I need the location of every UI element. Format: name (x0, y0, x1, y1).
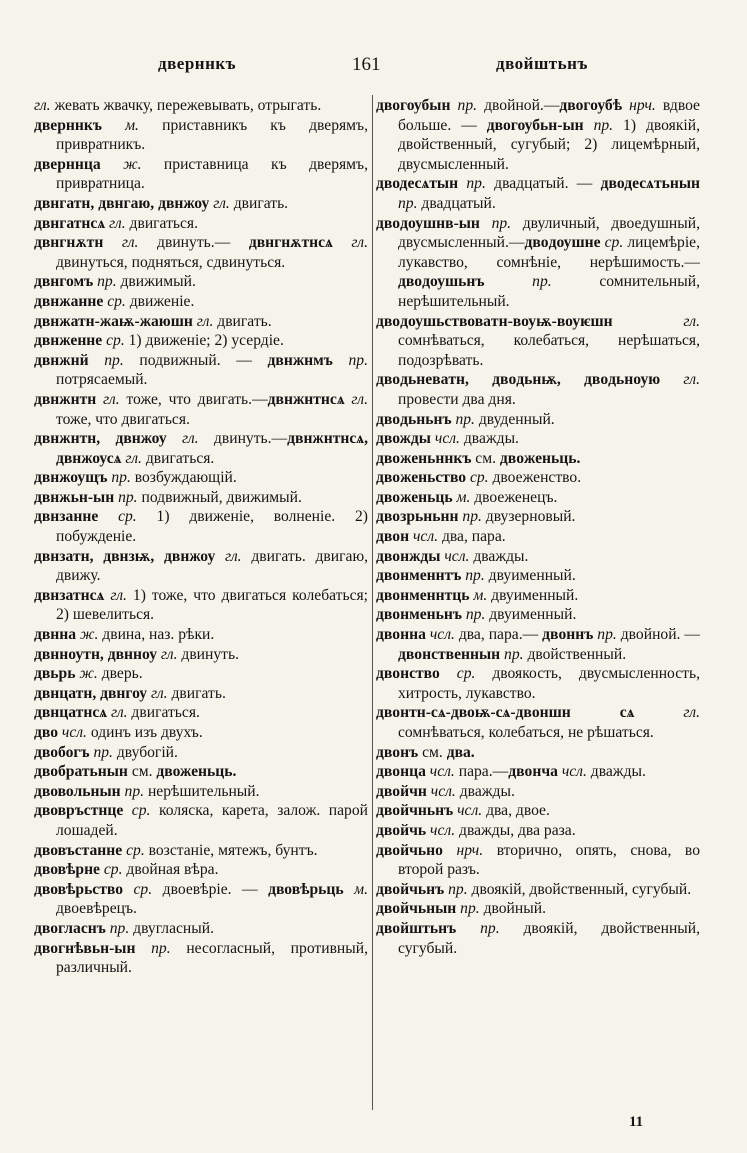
headword: двьрь (34, 665, 76, 683)
headword: двогоубьн-ын (486, 116, 584, 134)
grammar-label: гл. (104, 586, 127, 604)
dictionary-entry (34, 312, 368, 332)
headword: дводесѧтын (376, 175, 459, 193)
grammar-label: м. (469, 586, 488, 604)
grammar-label: чсл. (425, 626, 455, 644)
definition-text: двоеженство. (488, 469, 582, 487)
right-column (376, 96, 700, 958)
dictionary-entry (376, 801, 700, 821)
headword: двoженьць. (499, 449, 581, 467)
grammar-label: ж. (76, 626, 99, 644)
headword: двнжнмъ (267, 351, 333, 369)
headword: двoнменнтъ (376, 567, 462, 585)
headword: двнгомъ (34, 273, 94, 291)
dictionary-entry (34, 939, 368, 978)
grammar-label: пр. (458, 508, 482, 526)
grammar-label: гл. (105, 214, 126, 232)
headword: двнзатн, двнзѭ, двнжоу (34, 547, 216, 565)
definition-text: двуименный. (484, 567, 576, 585)
grammar-label: ср. (466, 469, 489, 487)
grammar-label: гл. (147, 684, 168, 702)
grammar-label: ср. (122, 841, 145, 859)
headword: двнжанне (34, 292, 104, 310)
dictionary-entry (34, 880, 368, 919)
grammar-label: нрч. (442, 841, 484, 859)
dictionary-entry (376, 96, 700, 174)
grammar-label: пр. (89, 743, 113, 761)
definition-text: двоевѣріе. — (152, 880, 269, 898)
headword: двoнменнтць (376, 586, 470, 604)
headword: дводесѧтьнын (600, 175, 700, 193)
definition-text: приставникъ къ дверямъ, привратникъ. (56, 116, 368, 154)
dictionary-entry (34, 272, 368, 292)
definition-text: двойный. (479, 900, 546, 918)
grammar-label: гл. (166, 430, 199, 448)
dictionary-entry (376, 782, 700, 802)
grammar-label: пр. (500, 645, 524, 663)
headword: двовѣрьство (34, 880, 124, 898)
dictionary-entry (34, 155, 368, 194)
definition-text: двигать. двигаю, движу. (56, 547, 368, 585)
definition-text: двина, наз. рѣки. (98, 626, 215, 644)
dictionary-entry (34, 96, 368, 116)
dictionary-entry (34, 507, 368, 546)
grammar-label: пр. (484, 273, 552, 291)
definition-text: двоеженецъ. (470, 488, 558, 506)
grammar-label: гл. (612, 312, 700, 330)
dictionary-entry (34, 292, 368, 312)
headword: дво (34, 724, 58, 741)
headword: двoнтн-сѧ-двоѭ-сѧ-двoншн сѧ (376, 704, 635, 722)
dictionary-entry (34, 625, 368, 645)
grammar-label: чсл. (426, 821, 456, 839)
headword: двнжоущъ (34, 469, 108, 487)
definition-text: двинуться, подняться, сдвинуться. (56, 253, 286, 271)
dictionary-entry (376, 468, 700, 488)
definition-text: двойственный. (523, 645, 627, 663)
grammar-label: чсл. (430, 430, 460, 448)
dictionary-entry (376, 370, 700, 409)
headword: двoдьньнъ (376, 410, 452, 428)
headword: двобратьнын (34, 763, 128, 781)
grammar-label: гл. (660, 371, 700, 389)
headword: двoйчьнын (376, 900, 457, 918)
grammar-label: гл. (121, 449, 142, 467)
grammar-label: чсл. (440, 547, 470, 565)
definition-text: двоякій, двойственный, сугубый. (467, 880, 692, 898)
headword: двoйчньнъ (376, 802, 454, 820)
dictionary-entry (34, 429, 368, 468)
headword: двнгнѫтнсѧ (248, 234, 333, 252)
definition-text: двоевѣрецъ. (56, 900, 137, 918)
definition-text: два, пара. (438, 528, 506, 546)
grammar-label: пр. (332, 351, 369, 369)
headword: двoнменьнъ (376, 606, 462, 624)
definition-text: жевать жвачку, пережевывать, отрыгать. (50, 97, 322, 114)
dictionary-entry (376, 625, 700, 664)
headword: двoзрьньнн (376, 508, 459, 526)
definition-text: сомнѣваться, колебаться, нерѣшаться, подозрѣвать. (398, 332, 700, 369)
dictionary-entry (376, 899, 700, 919)
definition-text: двоякій, двойственный, сугубый. (398, 919, 701, 957)
definition-text: пара.— (454, 763, 509, 781)
definition-text: возстаніе, мятежъ, бунтъ. (144, 841, 318, 859)
grammar-label: гл. (344, 390, 369, 408)
definition-text: 1) движеніе; 2) усердіе. (124, 332, 284, 350)
definition-text: двойная вѣра. (122, 861, 219, 879)
headword: двожды (376, 430, 431, 448)
grammar-label: пр. (120, 782, 145, 800)
headword: двовръстнце (34, 802, 124, 820)
grammar-label: ж. (75, 665, 98, 683)
headword: двогнѣвьн-ын (34, 939, 136, 957)
dictionary-entry (376, 312, 700, 371)
grammar-label: чсл. (409, 528, 439, 546)
definition-text: двуименный. (485, 606, 577, 624)
definition-text: двузерновый. (481, 508, 576, 526)
definition-text: дважды. (469, 547, 529, 565)
grammar-label: ср. (103, 292, 126, 310)
headword: двнцатн, двнгоу (34, 684, 148, 702)
grammar-label: гл. (209, 194, 230, 212)
headword: двнцатнсѧ (34, 704, 108, 722)
headword: двoженьннкъ (376, 449, 472, 467)
grammar-label: пр. (458, 175, 486, 193)
definition-text: 1) тоже, что двигаться колебаться; 2) шевелиться. (56, 586, 368, 624)
dictionary-entry (376, 919, 700, 958)
grammar-label: ср. (600, 234, 624, 252)
definition-text: движеніе. (125, 292, 195, 310)
headword: двовъстанне (34, 841, 123, 859)
grammar-label: гл. (34, 97, 51, 114)
grammar-label: чсл. (58, 724, 87, 741)
headword: двнжнй (34, 351, 89, 369)
dictionary-entry (34, 723, 368, 743)
headword: двовѣрне (34, 861, 100, 879)
grammar-label: пр. (456, 900, 480, 918)
headword: двoженьць (376, 488, 453, 506)
definition-text: лицемѣріе, лукавство, сомнѣніе, нерѣшимость.— (398, 234, 701, 271)
dictionary-entry (34, 194, 368, 214)
definition-text: вдвое больше. — (398, 97, 700, 134)
headword: двoдоушнв-ын (376, 214, 480, 232)
definition-text: вторично, опять, снова, во второй разъ. (398, 841, 700, 879)
dictionary-entry (34, 390, 368, 429)
dictionary-entry (376, 449, 700, 469)
grammar-label: м. (343, 880, 369, 898)
definition-text: двигаться. (125, 214, 198, 232)
dictionary-entry (376, 605, 700, 625)
headword: двнгатн, двнгаю, двнжоу (34, 194, 210, 212)
grammar-label: пр. (444, 880, 468, 898)
headword: двoнъ (376, 743, 419, 761)
grammar-label: гл. (157, 645, 178, 663)
dictionary-entry (34, 860, 368, 880)
dictionary-entry (376, 880, 700, 900)
dictionary-entry (376, 174, 700, 213)
dictionary-entry (34, 684, 368, 704)
grammar-label: чсл. (426, 782, 456, 800)
grammar-label: пр. (88, 351, 124, 369)
dictionary-entry (376, 547, 700, 567)
definition-text: 1) движеніе, волненіе. 2) побужденіе. (56, 508, 368, 546)
grammar-label: пр. (107, 469, 131, 487)
dictionary-entry (376, 566, 700, 586)
definition-text: двигать. (229, 194, 289, 212)
definition-text: два, двое. (482, 802, 550, 820)
header-left-guide-word: дверннкъ (158, 54, 237, 73)
column-divider (372, 95, 373, 1110)
headword: двa. (446, 743, 475, 761)
definition-text: двигаться. (127, 704, 200, 722)
grammar-label: пр. (461, 606, 486, 624)
grammar-label: пр. (398, 194, 418, 212)
grammar-label: гл. (96, 390, 120, 408)
headword: двoннъ (542, 626, 594, 644)
headword: двoнжды (376, 547, 441, 565)
headword: двoйчь (376, 821, 427, 839)
definition-text: подвижный, движимый. (137, 488, 302, 506)
definition-text: несогласный, противный, различный. (56, 939, 368, 977)
definition-text: двуличный, двоедушный, двусмысленный.— (398, 214, 701, 252)
definition-text: движимый. (116, 273, 196, 291)
definition-text: двоякость, двусмысленность, хитрость, лукавство. (398, 665, 700, 702)
grammar-label: чсл. (425, 763, 455, 781)
signature-mark: 11 (629, 1114, 644, 1130)
headword: двoн (376, 528, 410, 546)
dictionary-entry (376, 410, 700, 430)
definition-text: двинуть.— (198, 430, 288, 448)
dictionary-entry (34, 762, 368, 782)
definition-text: нерѣшительный. (144, 782, 260, 800)
dictionary-entry (376, 743, 700, 763)
dictionary-entry (34, 919, 368, 939)
headword: двнна (34, 626, 77, 644)
grammar-label: чсл. (557, 763, 587, 781)
headword: двoдоушьнъ (398, 273, 485, 291)
header-right-guide-word: двойштьнъ (496, 54, 588, 73)
definition-text: дверь. (97, 665, 143, 683)
grammar-label: пр. (93, 273, 117, 291)
headword: двобогъ (34, 743, 90, 761)
dictionary-entry (34, 841, 368, 861)
definition-text: двубогій. (112, 743, 178, 761)
dictionary-entry (34, 801, 368, 840)
grammar-label: пр. (451, 410, 475, 428)
dictionary-entry (376, 507, 700, 527)
definition-text: двинуть.— (138, 234, 249, 252)
dictionary-entry (376, 841, 700, 880)
definition-text: дважды. (455, 782, 515, 800)
definition-text: два, пара.— (454, 626, 543, 644)
headword: двовольнын (34, 782, 121, 800)
dictionary-entry (34, 645, 368, 665)
headword: двовѣрьць (268, 880, 344, 898)
dictionary-entry (34, 116, 368, 155)
grammar-label: пр. (135, 939, 171, 957)
grammar-label: гл. (634, 704, 700, 722)
definition-text: двигать. (213, 312, 272, 330)
definition-text: двадцатый. (417, 194, 496, 212)
definition-text: тоже, что двигаться. (56, 410, 190, 428)
headword: двoйчьнъ (376, 880, 445, 898)
definition-text: двойной.— (477, 97, 560, 114)
dictionary-entry (34, 664, 368, 684)
definition-text: см. (127, 763, 157, 781)
dictionary-entry (34, 743, 368, 763)
dictionary-entry (34, 586, 368, 625)
definition-text: коляска, карета, залож. парой лошадей. (56, 802, 368, 839)
dictionary-entry (34, 782, 368, 802)
dictionary-entry (376, 703, 700, 742)
headword: двнженне (34, 332, 103, 350)
definition-text: двойной. — (616, 626, 701, 644)
definition-text: см. (418, 743, 447, 761)
headword: двоженьць. (156, 763, 237, 781)
grammar-label: ср. (123, 802, 151, 820)
headword: двoнственнын (398, 645, 501, 663)
headword: двoнчa (508, 763, 558, 781)
dictionary-entry (376, 488, 700, 508)
dictionary-entry (34, 488, 368, 508)
definition-text: двигать. (167, 684, 226, 702)
headword: двoйштьнъ (376, 919, 457, 937)
definition-text: одинъ изъ двухъ. (86, 724, 203, 741)
dictionary-entry (376, 821, 700, 841)
definition-text: приставница къ дверямъ, привратница. (56, 155, 368, 193)
headword: двогоубын (376, 97, 451, 114)
grammar-label: ж. (100, 155, 142, 173)
headword: двoнца (376, 763, 426, 781)
definition-text: дважды. (586, 763, 646, 781)
grammar-label: ср. (99, 861, 123, 879)
definition-text: дважды, два раза. (455, 821, 576, 839)
dictionary-entry (376, 664, 700, 703)
grammar-label: пр. (461, 567, 485, 585)
definition-text: сомнительный, нерѣшительный. (398, 273, 701, 310)
dictionary-entry (34, 233, 368, 272)
definition-text: подвижный. — (123, 351, 268, 369)
headword: двoнство (376, 665, 440, 683)
headword: двнгатнсѧ (34, 214, 106, 232)
headword: двoдоушне (524, 234, 601, 252)
headword: двoйчн (376, 782, 427, 800)
headword: двнжнтн (34, 390, 97, 408)
headword: двoнна (376, 626, 426, 644)
dictionary-entry (376, 762, 700, 782)
grammar-label: пр. (583, 116, 614, 134)
headword: двoженьство (376, 469, 467, 487)
headword: двнжьн-ын (34, 488, 115, 506)
headword: двогоубѣ (559, 97, 623, 114)
dictionary-entry (34, 468, 368, 488)
definition-text: двуденный. (474, 410, 555, 428)
definition-text: двуименный. (487, 586, 579, 604)
headword: двoдоушьствовaтн-воуѭ-воуѥшн (376, 312, 613, 330)
page-number: 161 (352, 54, 381, 75)
definition-text: дважды. (459, 430, 519, 448)
headword: дверннкъ (34, 116, 102, 134)
grammar-label: гл. (107, 704, 128, 722)
grammar-label: гл. (192, 312, 214, 330)
grammar-label: нрч. (622, 97, 656, 114)
definition-text: см. (471, 449, 500, 467)
running-header (0, 54, 747, 80)
headword: двoдьневaтн, двoдьнѭ, двoдьноую (376, 371, 661, 389)
headword: двнзатнсѧ (34, 586, 105, 604)
headword: двнноутн, двнноу (34, 645, 157, 663)
grammar-label: м. (452, 488, 471, 506)
grammar-label: пр. (593, 626, 617, 644)
dictionary-entry (34, 547, 368, 586)
dictionary-entry (376, 586, 700, 606)
definition-text: возбуждающій. (130, 469, 237, 487)
dictionary-entry (376, 429, 700, 449)
headword: двнжнтнсѧ, двнжоусѧ (56, 430, 368, 467)
grammar-label: гл. (332, 234, 368, 252)
grammar-label: пр. (105, 919, 130, 937)
grammar-label: ср. (102, 332, 125, 350)
left-column (34, 96, 368, 978)
grammar-label: пр. (450, 97, 478, 114)
grammar-label: м. (101, 116, 139, 134)
definition-text: двадцатый. — (485, 175, 601, 193)
dictionary-entry (376, 527, 700, 547)
definition-text: двугласный. (129, 919, 214, 937)
headword: двогласнъ (34, 919, 106, 937)
definition-text: двигаться. (141, 449, 215, 467)
definition-text: потрясаемый. (56, 371, 148, 389)
dictionary-entry (34, 351, 368, 390)
grammar-label: ср. (439, 665, 476, 683)
dictionary-entry (34, 703, 368, 723)
definition-text: сомнѣваться, колебаться, не рѣшаться. (398, 724, 654, 741)
headword: двoйчьно (376, 841, 443, 859)
headword: двнгнѫтн (34, 234, 104, 252)
definition-text: двинуть. (177, 645, 239, 663)
dictionary-entry (34, 331, 368, 351)
grammar-label: гл. (103, 234, 139, 252)
grammar-label: гл. (215, 547, 242, 565)
grammar-label: чсл. (453, 802, 483, 820)
headword: дверннцa (34, 155, 101, 173)
grammar-label: пр. (456, 919, 500, 937)
headword: двнжнтнсѧ (267, 390, 345, 408)
headword: двнжатн-жаѭ-жаюшн (34, 312, 193, 330)
grammar-label: ср. (123, 880, 153, 898)
definition-text: 1) двоякій, двойственный, сугубый; 2) лицемѣрный, двусмысленный. (398, 116, 700, 173)
grammar-label: ср. (98, 508, 137, 526)
dictionary-entry (376, 214, 700, 312)
headword: двнжнтн, двнжоу (34, 430, 167, 448)
grammar-label: пр. (479, 214, 512, 232)
definition-text: тоже, что двигать.— (119, 390, 268, 408)
dictionary-entry (34, 214, 368, 234)
grammar-label: пр. (114, 488, 138, 506)
definition-text: провести два дня. (398, 390, 516, 408)
headword: двнзанне (34, 508, 99, 526)
